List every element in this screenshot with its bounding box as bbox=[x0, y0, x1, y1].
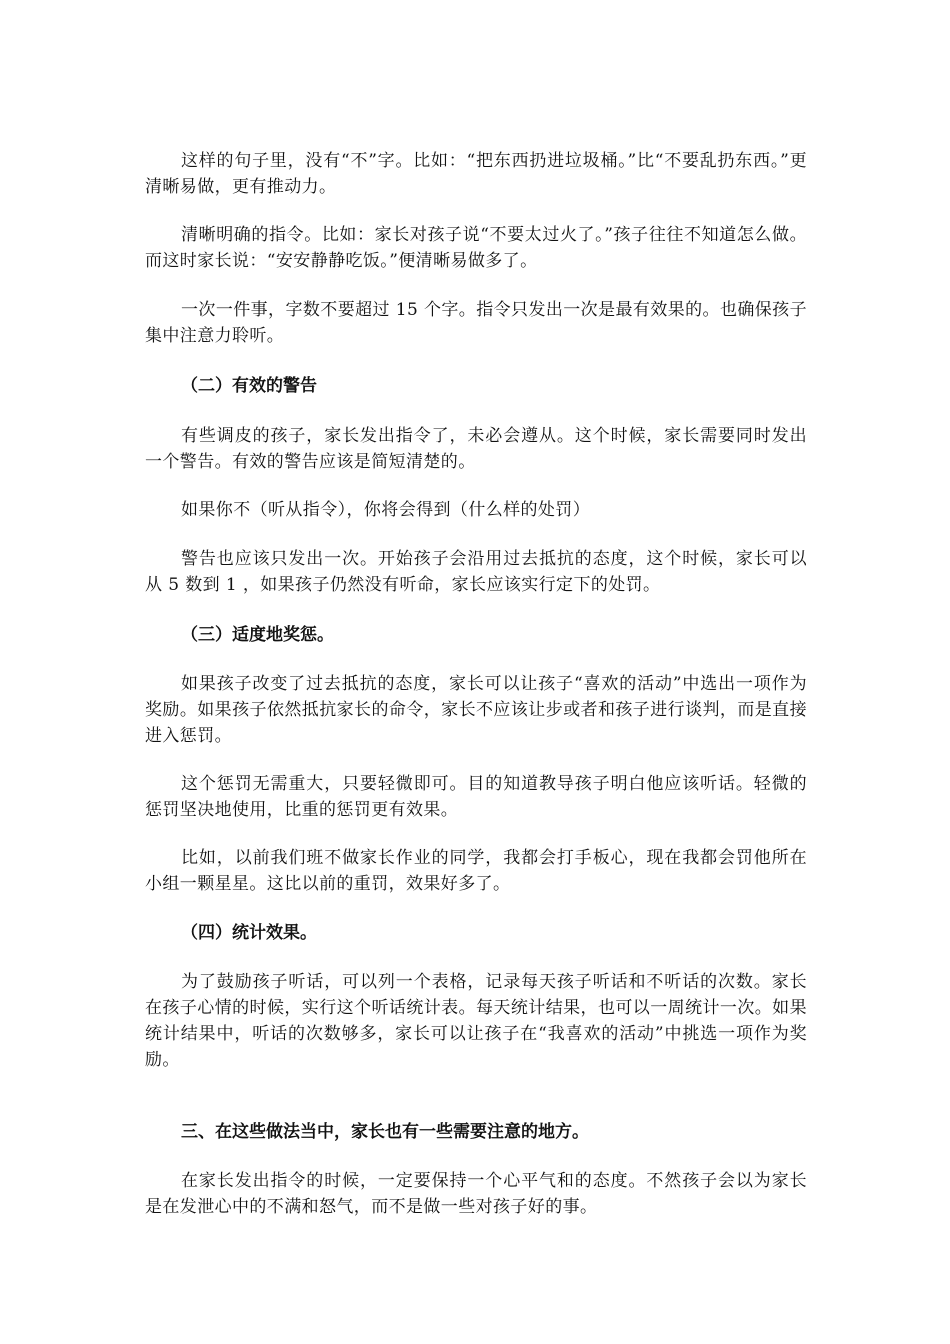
paragraph-warning-intro: 有些调皮的孩子，家长发出指令了，未必会遵从。这个时候，家长需要同时发出一个警告。有效的警告应该是简短清楚的。 bbox=[145, 426, 807, 472]
paragraph-clear-instructions: 清晰明确的指令。比如：家长对孩子说“不要太过火了。”孩子往往不知道怎么做。而这时家长说：“安安静静吃饭。”便清晰易做多了。 bbox=[145, 225, 807, 271]
paragraph-warning-once: 警告也应该只发出一次。开始孩子会沿用过去抵抗的态度，这个时候，家长可以从 5 数到 1 ，如果孩子仍然没有听命，家长应该实行定下的处罚。 bbox=[145, 549, 807, 595]
paragraph-no-not-word: 这样的句子里，没有“不”字。比如：“把东西扔进垃圾桶。”比“不要乱扔东西。”更清晰易做，更有推动力。 bbox=[145, 151, 807, 197]
heading-notes: 三、在这些做法当中，家长也有一些需要注意的地方。 bbox=[181, 1122, 589, 1142]
paragraph-calm-attitude: 在家长发出指令的时候，一定要保持一个心平气和的态度。不然孩子会以为家长是在发泄心中的不满和怒气，而不是做一些对孩子好的事。 bbox=[145, 1171, 807, 1217]
paragraph-one-thing-at-a-time: 一次一件事，字数不要超过 15 个字。指令只发出一次是最有效果的。也确保孩子集中注意力聆听。 bbox=[145, 300, 807, 346]
paragraph-warning-template: 如果你不（听从指令），你将会得到（什么样的处罚） bbox=[181, 500, 591, 520]
paragraph-mild-punishment: 这个惩罚无需重大，只要轻微即可。目的知道教导孩子明白他应该听话。轻微的惩罚坚决地使用，比重的惩罚更有效果。 bbox=[145, 774, 807, 820]
paragraph-example: 比如，以前我们班不做家长作业的同学，我都会打手板心，现在我都会罚他所在小组一颗星星。这比以前的重罚，效果好多了。 bbox=[145, 848, 807, 894]
paragraph-statistics: 为了鼓励孩子听话，可以列一个表格，记录每天孩子听话和不听话的次数。家长在孩子心情的时候，实行这个听话统计表。每天统计结果，也可以一周统计一次。如果统计结果中，听话的次数够多，家长可以让孩子在“我喜欢的活动”中挑选一项作为奖励。 bbox=[145, 972, 807, 1070]
paragraph-reward: 如果孩子改变了过去抵抗的态度，家长可以让孩子“喜欢的活动”中选出一项作为奖励。如果孩子依然抵抗家长的命令，家长不应该让步或者和孩子进行谈判，而是直接进入惩罚。 bbox=[145, 674, 807, 746]
heading-moderate-reward-punishment: （三）适度地奖惩。 bbox=[181, 625, 334, 645]
heading-effective-warning: （二）有效的警告 bbox=[181, 376, 317, 396]
heading-statistics: （四）统计效果。 bbox=[181, 923, 317, 943]
